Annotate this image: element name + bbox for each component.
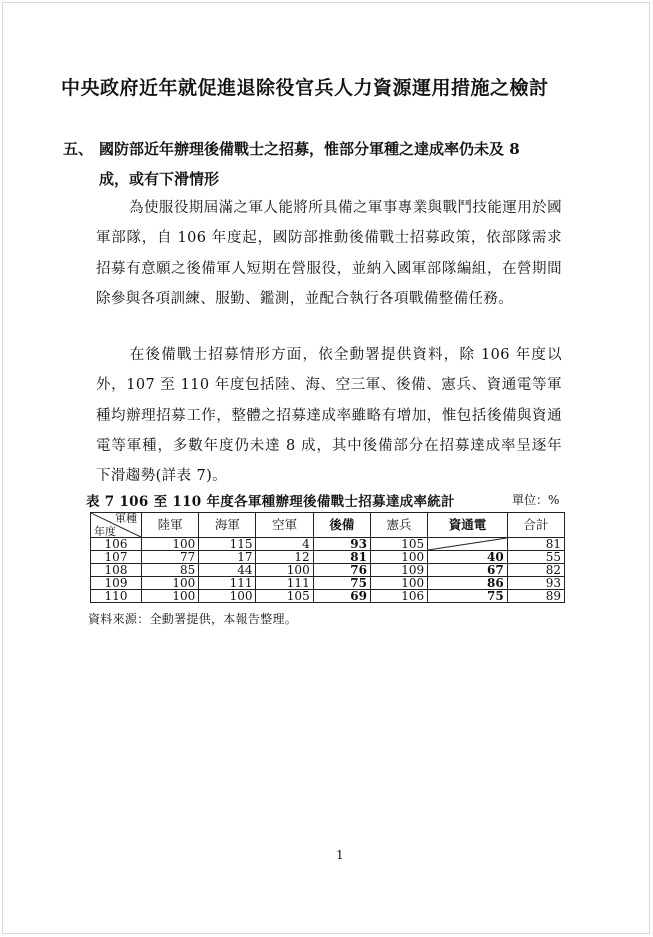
cell-ict: 67 xyxy=(428,564,508,577)
corner-label-year: 年度 xyxy=(94,525,116,538)
cell-ict: 40 xyxy=(428,551,508,564)
cell-total: 55 xyxy=(507,551,564,564)
table-row xyxy=(91,590,565,603)
section-heading-line1: 國防部近年辦理後備戰士之招募，惟部分軍種之達成率仍未及 8 xyxy=(99,140,520,158)
cell-army: 100 xyxy=(142,577,199,590)
header-army: 陸軍 xyxy=(142,513,199,538)
cell-navy: 115 xyxy=(199,538,256,551)
header-military-police: 憲兵 xyxy=(370,513,427,538)
cell-reserve: 75 xyxy=(313,577,370,590)
cell-military-police: 100 xyxy=(370,551,427,564)
cell-army: 85 xyxy=(142,564,199,577)
document-title: 中央政府近年就促進退除役官兵人力資源運用措施之檢討 xyxy=(61,77,549,99)
cell-air-force: 111 xyxy=(256,577,313,590)
cell-total: 93 xyxy=(507,577,564,590)
header-ict: 資通電 xyxy=(428,513,508,538)
header-air-force: 空軍 xyxy=(256,513,313,538)
table-row xyxy=(91,538,565,551)
cell-year: 109 xyxy=(91,577,142,590)
paragraph-2-text: 在後備戰士招募情形方面，依全動署提供資料，除 106 年度以外，107 至 110 年度包括陸、海、空三軍、後備、憲兵、資通電等軍種均辦理招募工作，整體之招募達成率雖略有增加，惟包括後備與資通電等軍種，多數年度仍未達 8 成，其中後備部分在招募達成率呈逐年下滑趨勢(詳表 7)。 xyxy=(96,347,562,485)
cell-ict: 75 xyxy=(428,590,508,603)
cell-year: 108 xyxy=(91,564,142,577)
cell-ict-empty xyxy=(428,538,508,551)
cell-army: 100 xyxy=(142,538,199,551)
page-number: 1 xyxy=(336,848,344,862)
section-number: 五、 xyxy=(63,140,94,158)
table-row xyxy=(91,577,565,590)
cell-ict: 86 xyxy=(428,577,508,590)
paragraph-1-text: 為使服役期屆滿之軍人能將所具備之軍事專業與戰鬥技能運用於國軍部隊，自 106 年度起，國防部推動後備戰士招募政策，依部隊需求招募有意願之後備軍人短期在營服役，並納入國軍部隊編組，在營期間除參與各項訓練、服勤、鑑測，並配合執行各項戰備整備任務。 xyxy=(96,200,562,307)
cell-military-police: 105 xyxy=(370,538,427,551)
header-navy: 海軍 xyxy=(199,513,256,538)
cell-reserve: 81 xyxy=(313,551,370,564)
cell-reserve: 69 xyxy=(313,590,370,603)
table-caption: 表 7 106 至 110 年度各軍種辦理後備戰士招募達成率統計 xyxy=(86,494,455,510)
cell-reserve: 93 xyxy=(313,538,370,551)
cell-total: 82 xyxy=(507,564,564,577)
cell-reserve: 76 xyxy=(313,564,370,577)
table-row xyxy=(91,564,565,577)
cell-air-force: 12 xyxy=(256,551,313,564)
cell-navy: 17 xyxy=(199,551,256,564)
cell-year: 107 xyxy=(91,551,142,564)
cell-navy: 111 xyxy=(199,577,256,590)
table-unit: 單位：% xyxy=(512,493,560,507)
table-row xyxy=(91,551,565,564)
cell-military-police: 100 xyxy=(370,577,427,590)
table-source-note: 資料來源：全動署提供，本報告整理。 xyxy=(88,612,298,626)
cell-army: 100 xyxy=(142,590,199,603)
cell-air-force: 105 xyxy=(256,590,313,603)
empty-cell-diagonal-line xyxy=(428,538,507,550)
corner-label-branch: 軍種 xyxy=(115,512,137,525)
cell-military-police: 109 xyxy=(370,564,427,577)
cell-navy: 100 xyxy=(199,590,256,603)
header-reserve: 後備 xyxy=(313,513,370,538)
paragraph-2 xyxy=(96,340,562,491)
cell-total: 89 xyxy=(507,590,564,603)
cell-total: 81 xyxy=(507,538,564,551)
table-header-row xyxy=(91,513,565,538)
cell-army: 77 xyxy=(142,551,199,564)
paragraph-1 xyxy=(96,193,562,314)
header-total: 合計 xyxy=(507,513,564,538)
cell-navy: 44 xyxy=(199,564,256,577)
cell-military-police: 106 xyxy=(370,590,427,603)
table-corner-cell xyxy=(91,513,142,538)
cell-year: 106 xyxy=(91,538,142,551)
cell-air-force: 100 xyxy=(256,564,313,577)
cell-air-force: 4 xyxy=(256,538,313,551)
recruitment-rate-table xyxy=(90,512,565,603)
cell-year: 110 xyxy=(91,590,142,603)
section-heading-line2: 成，或有下滑情形 xyxy=(99,170,220,188)
